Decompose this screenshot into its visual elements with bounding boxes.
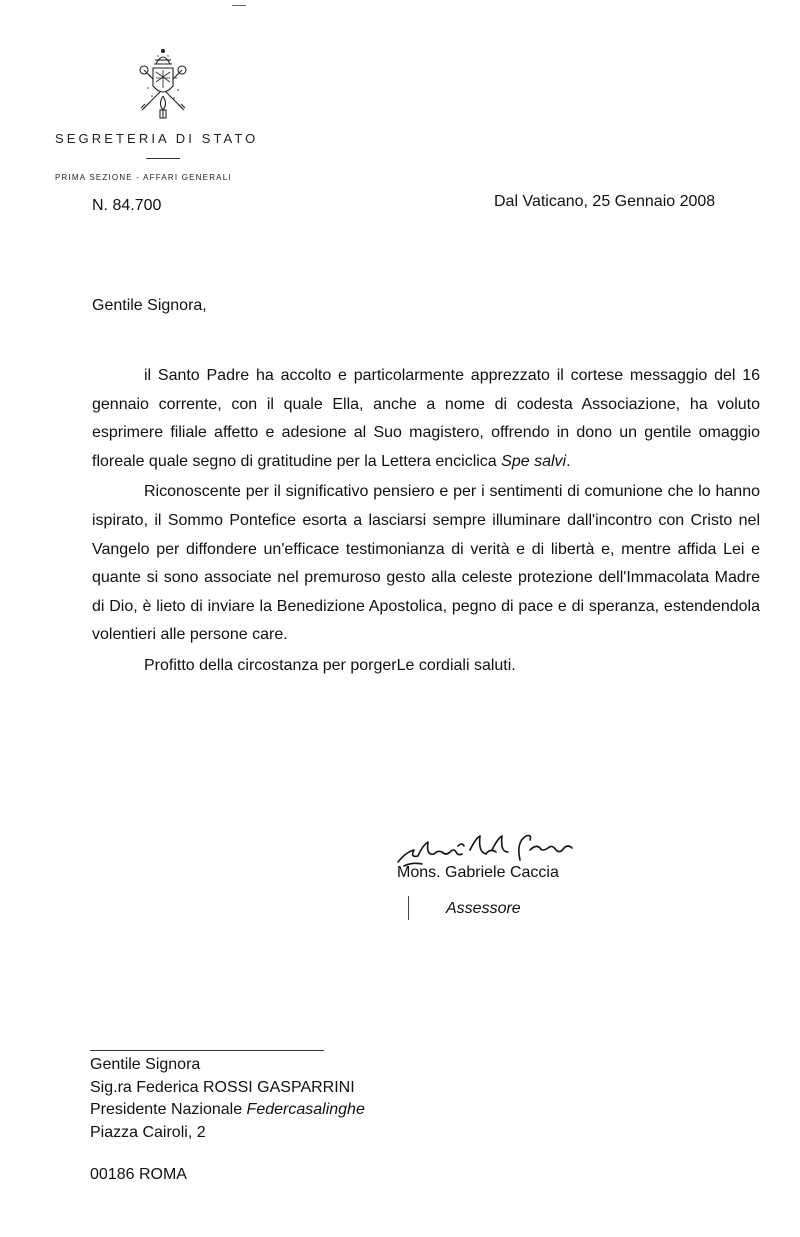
paragraph-3: Profitto della circostanza per porgerLe cordiali saluti. bbox=[144, 656, 516, 674]
recipient-greeting: Gentile Signora bbox=[90, 1056, 201, 1073]
recipient-postcode-city: 00186 ROMA bbox=[90, 1166, 187, 1183]
recipient-address bbox=[90, 1054, 365, 1144]
signer-name: Mons. Gabriele Caccia bbox=[397, 864, 559, 881]
signer-title: Assessore bbox=[446, 900, 521, 917]
letter-body bbox=[92, 362, 760, 681]
department-name: SEGRETERIA DI STATO bbox=[55, 131, 259, 146]
paragraph-1-text: il Santo Padre ha accolto e particolarmente apprezzato il cortese messaggio del 16 gennaio corrente, con il quale Ella, anche a nome di codesta Associazione, ha voluto esprimere filiale affetto e adesione al Suo magistero, offrendo in dono un gentile omaggio floreale quale segno di gratitudine per la Lettera enciclica bbox=[92, 367, 760, 470]
papal-coat-of-arms-icon bbox=[132, 48, 194, 120]
salutation: Gentile Signora, bbox=[92, 297, 207, 314]
encyclical-title: Spe salvi bbox=[501, 452, 567, 470]
department-divider bbox=[146, 158, 180, 159]
section-name: PRIMA SEZIONE - AFFARI GENERALI bbox=[55, 173, 232, 182]
paragraph-1-end: . bbox=[566, 452, 571, 470]
recipient-organization: Federcasalinghe bbox=[246, 1101, 365, 1118]
top-mark bbox=[232, 5, 246, 6]
letter-date: Dal Vaticano, 25 Gennaio 2008 bbox=[494, 193, 716, 210]
protocol-number: N. 84.700 bbox=[92, 197, 162, 214]
signature-mark bbox=[408, 896, 409, 920]
paragraph-2: Riconoscente per il significativo pensiero e per i sentimenti di comunione che lo hanno ispirato, il Sommo Pontefice esorta a lasciarsi sempre illuminare dall'incontro con Cristo nel Vangelo per diffondere un'efficace testimonianza di verità e di libertà e, mentre affida Lei e quante si sono associate nel premuroso gesto alla celeste protezione dell'Immacolata Madre di Dio, è lieto di inviare la Benedizione Apostolica, pegno di pace e di speranza, estendendola volentieri alle persone care. bbox=[92, 483, 760, 644]
recipient-name: Sig.ra Federica ROSSI GASPARRINI bbox=[90, 1078, 355, 1096]
address-divider bbox=[90, 1050, 324, 1051]
recipient-role bbox=[90, 1099, 365, 1122]
recipient-role-text: Presidente Nazionale bbox=[90, 1101, 247, 1118]
recipient-street: Piazza Cairoli, 2 bbox=[90, 1123, 206, 1141]
paragraph-1 bbox=[92, 362, 760, 476]
